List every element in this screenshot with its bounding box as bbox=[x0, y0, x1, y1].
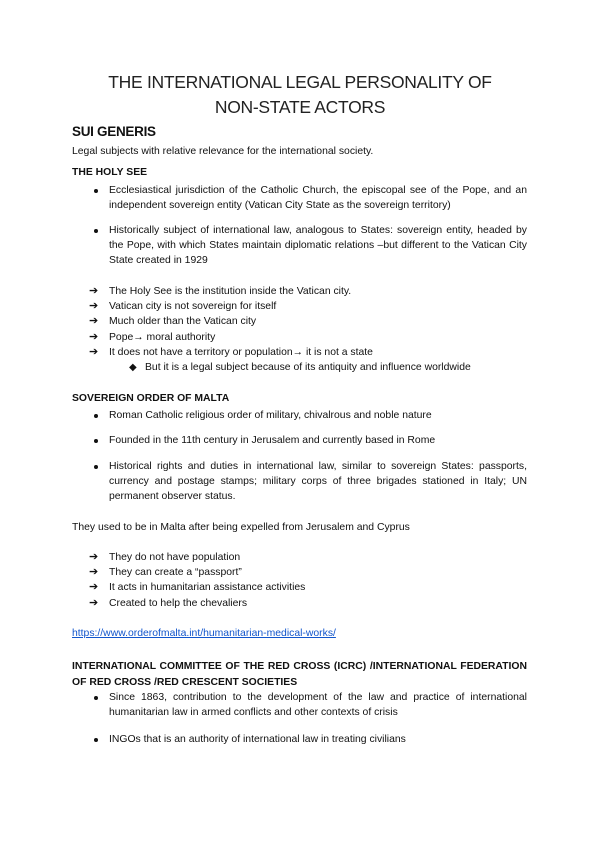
list-item bbox=[89, 314, 527, 329]
list-item-text: Much older than the Vatican city bbox=[109, 316, 257, 327]
list-item bbox=[89, 550, 527, 565]
list-item bbox=[89, 565, 527, 580]
diamond-icon: ◆ bbox=[129, 362, 137, 373]
list-item-text: Founded in the 11th century in Jerusalem and currently based in Rome bbox=[109, 435, 436, 446]
page-title bbox=[60, 70, 540, 120]
list-item-text: It acts in humanitarian assistance activities bbox=[109, 582, 306, 593]
bullet-icon bbox=[94, 189, 98, 193]
list-item-text: The Holy See is the institution inside the Vatican city. bbox=[109, 286, 352, 297]
order-of-malta-link[interactable]: https://www.orderofmalta.int/humanitarian-medical-works/ bbox=[72, 628, 336, 639]
arrow-icon: ➔ bbox=[89, 285, 99, 297]
list-item bbox=[109, 690, 527, 720]
list-item-text: Pope→ moral authority bbox=[109, 332, 216, 343]
sub-list-item bbox=[129, 360, 525, 375]
list-item-text: It does not have a territory or population→ it is not a state bbox=[109, 347, 373, 358]
sui-generis-heading: SUI GENERIS bbox=[72, 124, 156, 139]
arrow-icon: ➔ bbox=[89, 315, 99, 327]
arrow-icon: ➔ bbox=[89, 300, 99, 312]
bullet-icon bbox=[94, 439, 98, 443]
list-item bbox=[109, 732, 527, 747]
arrow-icon: ➔ bbox=[89, 551, 99, 563]
icrc-heading: INTERNATIONAL COMMITTEE OF THE RED CROSS (ICRC) /INTERNATIONAL FEDERATION OF RED CROSS /RED CRESCENT SOCIETIES bbox=[72, 661, 527, 688]
holy-see-heading: THE HOLY SEE bbox=[72, 167, 148, 178]
list-item-text: Created to help the chevaliers bbox=[109, 598, 248, 609]
arrow-icon: ➔ bbox=[89, 566, 99, 578]
arrow-icon: ➔ bbox=[89, 331, 99, 343]
malta-note: They used to be in Malta after being expelled from Jerusalem and Cyprus bbox=[72, 522, 410, 533]
list-item bbox=[89, 299, 527, 314]
list-item bbox=[89, 596, 527, 611]
title-line-2: NON-STATE ACTORS bbox=[214, 97, 386, 117]
list-item bbox=[89, 330, 527, 345]
list-item bbox=[89, 580, 527, 595]
malta-heading: SOVEREIGN ORDER OF MALTA bbox=[72, 393, 230, 404]
list-item bbox=[109, 183, 527, 213]
list-item bbox=[89, 345, 527, 360]
list-item bbox=[89, 284, 527, 299]
list-item-text: Historically subject of international law, analogous to States: sovereign entity, headed by the Pope, with which States maintain diplomatic relations –but different to the Vatican City State created in 1929 bbox=[109, 225, 527, 266]
list-item bbox=[109, 223, 527, 268]
list-item bbox=[109, 433, 527, 448]
arrow-icon: ➔ bbox=[89, 581, 99, 593]
list-item-text: Historical rights and duties in international law, similar to sovereign States: passports, currency and postage stamps; military corps of three brigades stationed in Italy; UN permanent observer status. bbox=[109, 461, 527, 502]
list-item bbox=[109, 459, 527, 504]
list-item-text: Vatican city is not sovereign for itself bbox=[109, 301, 277, 312]
arrow-icon: ➔ bbox=[89, 346, 99, 358]
list-item-text: They do not have population bbox=[109, 552, 241, 563]
list-item bbox=[109, 408, 527, 423]
bullet-icon bbox=[94, 696, 98, 700]
title-line-1: THE INTERNATIONAL LEGAL PERSONALITY OF bbox=[108, 72, 492, 92]
arrow-icon: ➔ bbox=[89, 597, 99, 609]
list-item-text: Ecclesiastical jurisdiction of the Catholic Church, the episcopal see of the Pope, and an independent sovereign entity (Vatican City State as the sovereign territory) bbox=[109, 185, 527, 211]
list-item-text: Since 1863, contribution to the development of the law and practice of international humanitarian law in armed conflicts and other contexts of crisis bbox=[109, 692, 527, 718]
list-item-text: Roman Catholic religious order of military, chivalrous and noble nature bbox=[109, 410, 432, 421]
list-item-text: They can create a “passport” bbox=[109, 567, 242, 578]
list-item-text: INGOs that is an authority of international law in treating civilians bbox=[109, 734, 406, 745]
bullet-icon bbox=[94, 229, 98, 233]
sui-generis-intro: Legal subjects with relative relevance for the international society. bbox=[72, 146, 374, 157]
bullet-icon bbox=[94, 465, 98, 469]
bullet-icon bbox=[94, 738, 98, 742]
bullet-icon bbox=[94, 414, 98, 418]
list-item-text: But it is a legal subject because of its antiquity and influence worldwide bbox=[145, 362, 471, 373]
